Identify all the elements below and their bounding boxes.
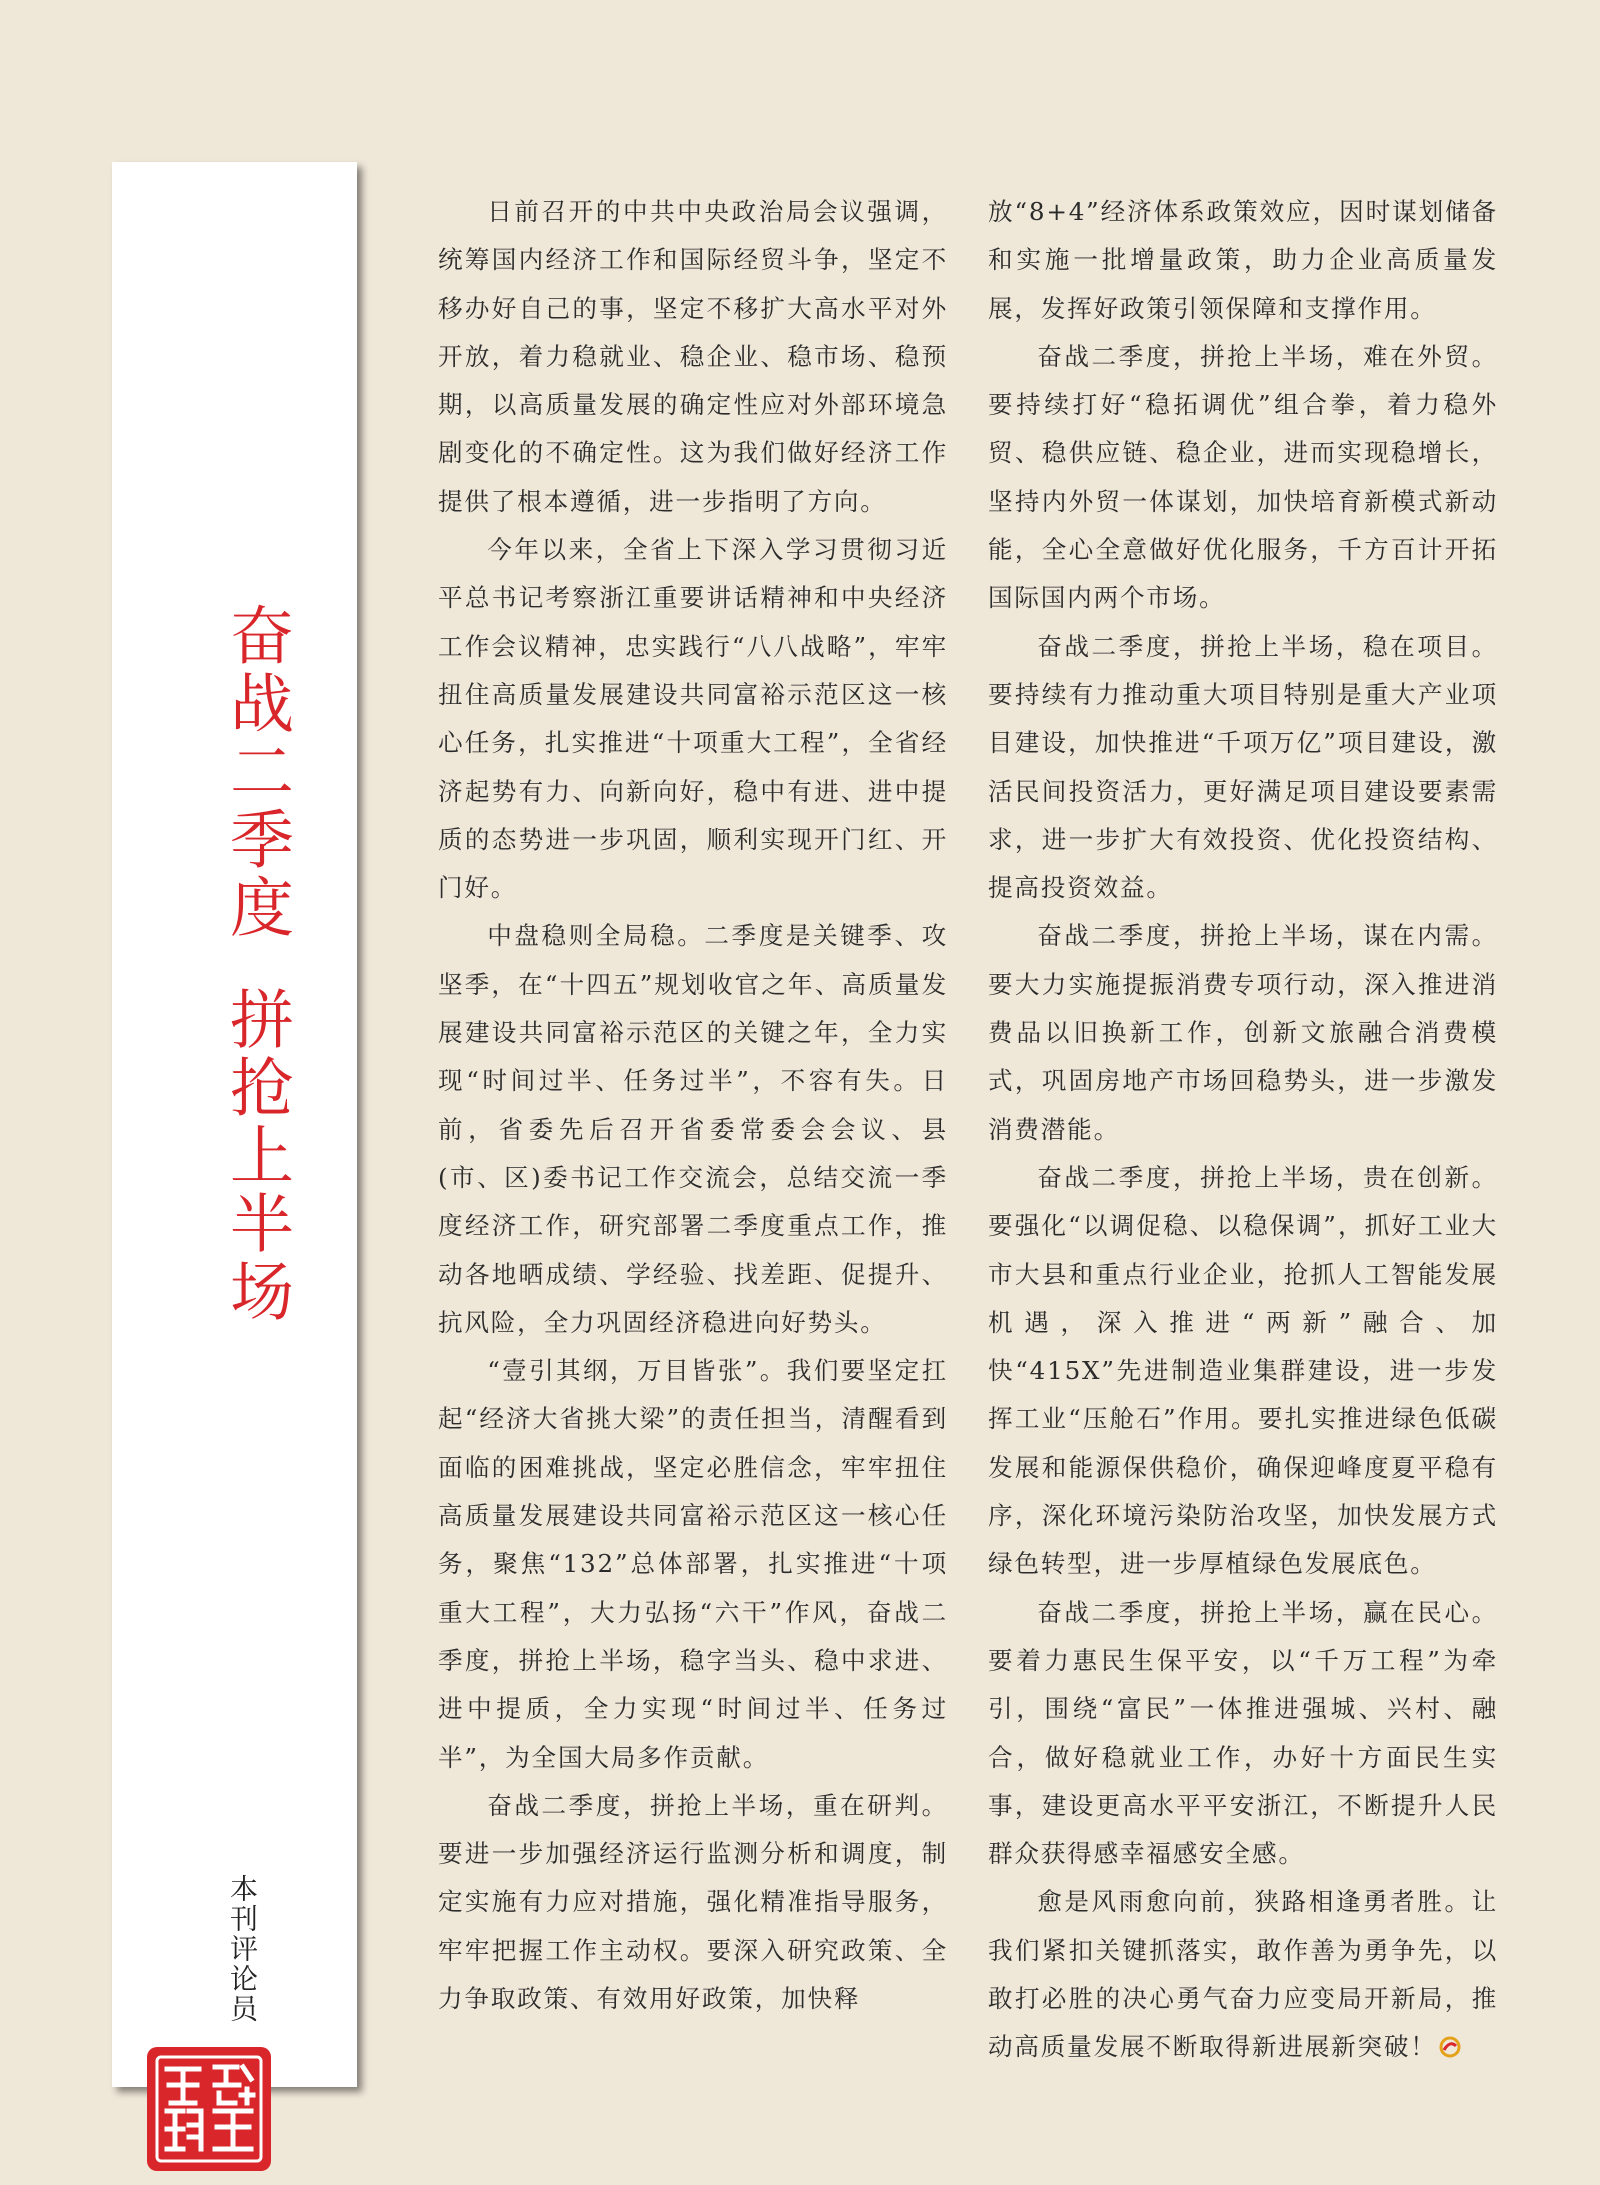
paragraph: 奋战二季度，拼抢上半场，赢在民心。要着力惠民生保平安，以“千万工程”为牵引，围绕“富民”一体推进强城、兴村、融合，做好稳就业工作，办好十方面民生实事，建设更高水平平安浙江，不断提升人民群众获得感幸福感安全感。 bbox=[988, 1597, 1498, 1869]
title-sidebar bbox=[112, 162, 357, 2087]
article-column-2 bbox=[988, 188, 1498, 2072]
paragraph: 日前召开的中共中央政治局会议强调，统筹国内经济工作和国际经贸斗争，坚定不移办好自己的事，坚定不移扩大高水平对外开放，着力稳就业、稳企业、稳市场、稳预期，以高质量发展的确定性应对外部环境急剧变化的不确定性。这为我们做好经济工作提供了根本遵循，进一步指明了方向。 bbox=[438, 197, 948, 516]
paragraph: 奋战二季度，拼抢上半场，难在外贸。要持续打好“稳拓调优”组合拳，着力稳外贸、稳供应链、稳企业，进而实现稳增长，坚持内外贸一体谋划，加快培育新模式新动能，全心全意做好优化服务，千方百计开拓国际国内两个市场。 bbox=[988, 341, 1498, 613]
seal-icon bbox=[145, 2045, 273, 2173]
paragraph: 今年以来，全省上下深入学习贯彻习近平总书记考察浙江重要讲话精神和中央经济工作会议精神，忠实践行“八八战略”，牢牢扭住高质量发展建设共同富裕示范区这一核心任务，扎实推进“十项重大工程”，全省经济起势有力、向新向好，稳中有进、进中提质的态势进一步巩固，顺利实现开门红、开门好。 bbox=[438, 535, 948, 903]
paragraph: 中盘稳则全局稳。二季度是关键季、攻坚季，在“十四五”规划收官之年、高质量发展建设共同富裕示范区的关键之年，全力实现“时间过半、任务过半”，不容有失。日前，省委先后召开省委常委会会议、县(市、区)委书记工作交流会，总结交流一季度经济工作，研究部署二季度重点工作，推动各地晒成绩、学经验、找差距、促提升、抗风险，全力巩固经济稳进向好势头。 bbox=[438, 921, 948, 1337]
paragraph: “壹引其纲，万目皆张”。我们要坚定扛起“经济大省挑大梁”的责任担当，清醒看到面临的困难挑战，坚定必胜信念，牢牢扭住高质量发展建设共同富裕示范区这一核心任务，聚焦“132”总体部署，扎实推进“十项重大工程”，大力弘扬“六干”作风，奋战二季度，拼抢上半场，稳字当头、稳中求进、进中提质，全力实现“时间过半、任务过半”，为全国大局多作贡献。 bbox=[438, 1356, 948, 1772]
headline-line-1: 奋战二季度 bbox=[219, 602, 293, 942]
end-mark-icon bbox=[1439, 2036, 1461, 2058]
headline-line-2: 拼抢上半场 bbox=[219, 986, 293, 1326]
paragraph: 奋战二季度，拼抢上半场，重在研判。要进一步加强经济运行监测分析和调度，制定实施有力应对措施，强化精准指导服务，牢牢把握工作主动权。要深入研究政策、全力争取政策、有效用好政策，加快释 bbox=[438, 1790, 948, 2013]
final-paragraph-text: 愈是风雨愈向前，狭路相逢勇者胜。让我们紧扣关键抓落实，敢作善为勇争先，以敢打必胜的决心勇气奋力应变局开新局，推动高质量发展不断取得新进展新突破！ bbox=[988, 1887, 1498, 2062]
paragraph-continuation: 放“8+4”经济体系政策效应，因时谋划储备和实施一批增量政策，助力企业高质量发展，发挥好政策引领保障和支撑作用。 bbox=[988, 197, 1498, 323]
paragraph: 奋战二季度，拼抢上半场，谋在内需。要大力实施提振消费专项行动，深入推进消费品以旧换新工作，创新文旅融合消费模式，巩固房地产市场回稳势头，进一步激发消费潜能。 bbox=[988, 921, 1498, 1144]
paragraph-final bbox=[988, 1878, 1498, 2071]
article-column-1 bbox=[438, 188, 948, 2023]
article-headline bbox=[182, 602, 312, 1326]
paragraph: 奋战二季度，拼抢上半场，稳在项目。要持续有力推动重大项目特别是重大产业项目建设，加快推进“千项万亿”项目建设，激活民间投资活力，更好满足项目建设要素需求，进一步扩大有效投资、优化投资结构、提高投资效益。 bbox=[988, 631, 1498, 903]
seal-stamp bbox=[145, 2045, 273, 2173]
byline: 本刊评论员 bbox=[226, 1874, 259, 2024]
paragraph: 奋战二季度，拼抢上半场，贵在创新。要强化“以调促稳、以稳保调”，抓好工业大市大县和重点行业企业，抢抓人工智能发展机遇，深入推进“两新”融合、加快“415X”先进制造业集群建设，进一步发挥工业“压舱石”作用。要扎实推进绿色低碳发展和能源保供稳价，确保迎峰度夏平稳有序，深化环境污染防治攻坚，加快发展方式绿色转型，进一步厚植绿色发展底色。 bbox=[988, 1162, 1498, 1579]
